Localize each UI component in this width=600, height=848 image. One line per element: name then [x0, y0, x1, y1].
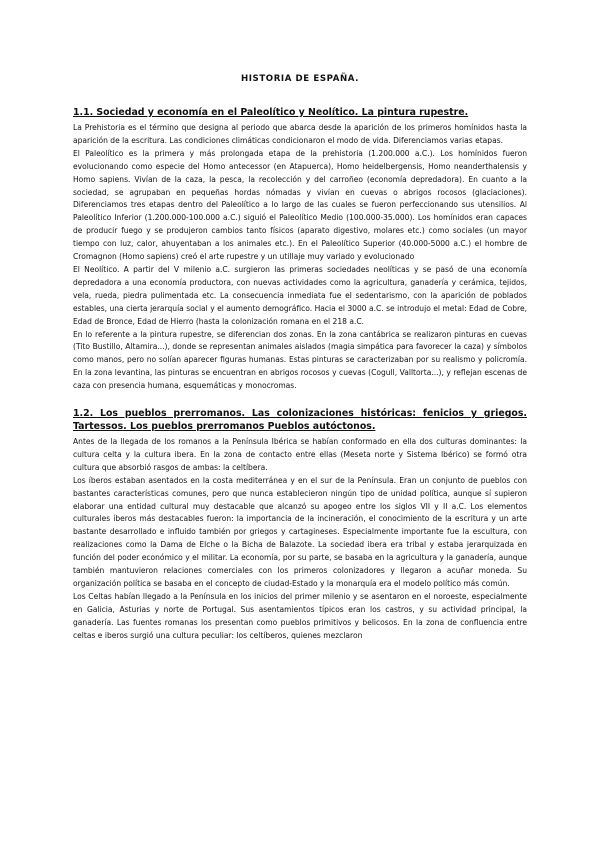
paragraph-pintura-rupestre: En lo referente a la pintura rupestre, se diferencian dos zonas. En la zona cantábrica se realizaron pinturas en cuevas (Tito Bustillo, Altamira...), donde se representan animales aislados (magia simpática para favorecer la caza) y símbolos como manos, pero no solían aparecer figuras humanas. Estas pinturas se caracterizaban por su realismo y policromía. En la zona levantina, las pinturas se encuentran en abrigos rocosos y cuevas (Cogull, Valltorta...), y reflejan escenas de caza con presencia humana, esquemáticas y monocromas.	[73, 329, 527, 391]
section-heading: 1.2. Los pueblos prerromanos. Las colonizaciones históricas: fenicios y griegos. Tartessos. Los pueblos prerromanos Pueblos autóctonos.	[73, 408, 527, 433]
document-title: HISTORIA DE ESPAÑA.	[240, 74, 360, 84]
paragraph-prehistoria: La Prehistoria es el término que designa al periodo que abarca desde la aparición de los primeros homínidos hasta la aparición de la escritura. Las condiciones climáticas condicionaron el modo de vida. Diferenciamos varias etapas.	[73, 123, 527, 145]
paragraph-culturas: Antes de la llegada de los romanos a la Península Ibérica se habían conformado en ella dos culturas dominantes: la cultura celta y la cultura ibera. En la zona de contacto entre ellas (Meseta norte y Sistema Ibérico) se formó otra cultura que absorbió rasgos de ambas: la celtíbera.	[73, 437, 527, 472]
paragraph-neolitico: El Neolítico. A partir del V milenio a.C. surgieron las primeras sociedades neolíticas y se pasó de una economía depredadora a una economía productora, con nuevas actividades como la agricultura, ganadería y cerámica, tejidos, vela, rueda, piedra pulimentada etc. La consecuencia inmediata fue el sedentarismo, con la aparición de poblados estables, una cierta jerarquía social y el aumento demográfico. Hacia el 3000 a.C. se introdujo el metal: Edad de Cobre, Edad de Bronce, Edad de Hierro (hasta la colonización romana en el 218 a.C.	[73, 264, 527, 326]
section-pueblos-prerromanos	[73, 407, 527, 643]
paragraph-iberos: Los íberos estaban asentados en la costa mediterránea y en el sur de la Península. Eran un conjunto de pueblos con bastantes características comunes, pero que nunca establecieron ningún tipo de unidad política, aunque sí supieron elaborar una entidad cultural muy destacable que alcanzó su apogeo entre los siglos VII y II a.C. Los elementos culturales íberos más destacables fueron: la importancia de la incineración, el conocimiento de la escritura y un arte bastante desarrollado e influido también por griegos y cartagineses. Especialmente importante fue la escultura, con realizaciones como la Dama de Elche o la Bicha de Balazote. La sociedad ibera era tribal y estaba jerarquizada en función del poder económico y el militar. La economía, por su parte, se basaba en la agricultura y la ganadería, aunque también mantuvieron relaciones comerciales con los primeros colonizadores y llegaron a acuñar moneda. Su organización política se basaba en el concepto de ciudad-Estado y la monarquía era el modelo político más común.	[73, 475, 527, 588]
section-heading: 1.1. Sociedad y economía en el Paleolítico y Neolítico. La pintura rupestre.	[73, 107, 469, 118]
paragraph-paleolitico: El Paleolítico es la primera y más prolongada etapa de la prehistoria (1.200.000 a.C.). Los homínidos fueron evolucionando como especie del Homo antecessor (en Atapuerca), Homo heidelbergensis, Homo neanderthalensis y Homo sapiens. Vivían de la caza, la pesca, la recolección y del carroñeo (economía depredadora). En cuanto a la sociedad, se agrupaban en pequeñas hordas nómadas y vivían en cuevas o abrigos rocosos (glaciaciones). Diferenciamos tres etapas dentro del Paleolítico a lo largo de las cuales se fueron perfeccionando sus utensilios. Al Paleolítico Inferior (1.200.000-100.000 a.C.) siguió el Paleolítico Medio (100.000-35.000). Los homínidos eran capaces de producir fuego y se produjeron cambios tanto físicos (aparato digestivo, molares etc.) como sociales (un mayor tiempo con luz, calor, ahuyentaban a los animales etc.). En el Paleolítico Superior (40.000-5000 a.C.) el hombre de Cromagnon (Homo sapiens) creó el arte rupestre y un utillaje muy variado y evolucionado	[73, 148, 527, 262]
section-paleolitico-neolitico	[73, 106, 527, 393]
paragraph-celtas: Los Celtas habían llegado a la Península en los inicios del primer milenio y se asentaron en el noroeste, especialmente en Galicia, Asturias y norte de Portugal. Sus asentamientos típicos eran los castros, y su actividad principal, la ganadería. Las fuentes romanas los presentan como pueblos primitivos y belicosos. En la zona de confluencia entre celtas e iberos surgió una cultura peculiar: los celtíberos, quienes mezclaron	[73, 591, 527, 640]
